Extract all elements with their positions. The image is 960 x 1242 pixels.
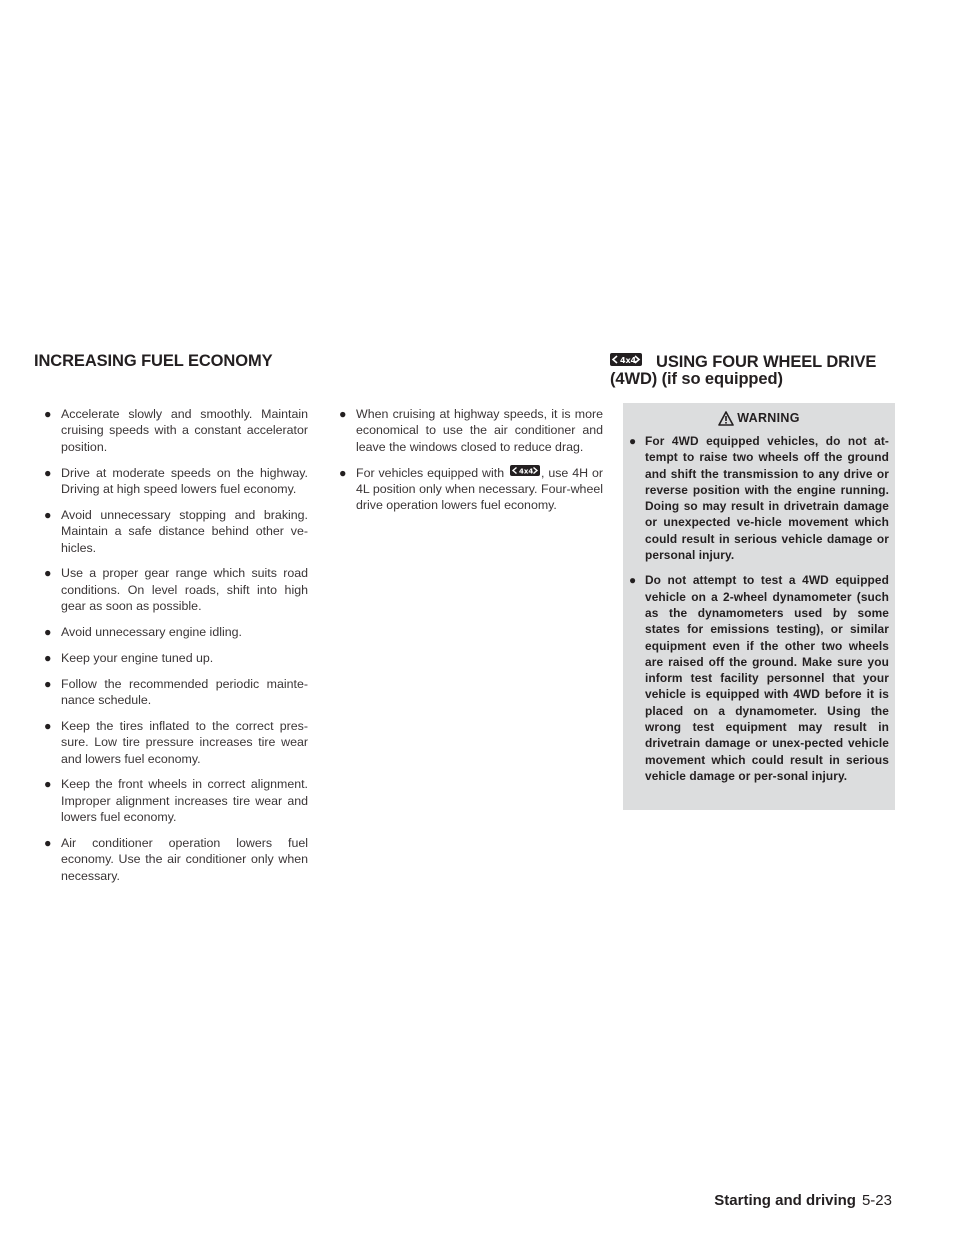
list-item: [44, 565, 308, 614]
warning-title-text: WARNING: [737, 411, 800, 425]
bullet: ●: [44, 650, 52, 665]
list-item: [44, 465, 308, 498]
warning-item: [629, 433, 889, 563]
bullet: ●: [629, 434, 637, 448]
page-number: 5-23: [861, 1192, 892, 1209]
list-item-text-after: , use 4H or 4L position only when necessary. Four-wheel drive operation lowers fuel economy.: [356, 465, 603, 513]
bullet: ●: [44, 676, 52, 691]
list-item-text: Keep the front wheels in correct alignment. Improper alignment increases tire wear and lowers fuel economy.: [61, 777, 308, 825]
footer-section-title: Starting and driving: [714, 1192, 856, 1209]
section-heading-4wd: [610, 353, 900, 388]
warning-box: [623, 403, 895, 810]
svg-text:4x4: 4x4: [620, 356, 636, 365]
list-item-text: Follow the recommended periodic mainte-nance schedule.: [61, 676, 308, 708]
bullet: ●: [44, 718, 52, 733]
list-item: [44, 776, 308, 825]
list-item: [44, 718, 308, 767]
list-item-text: Air conditioner operation lowers fuel economy. Use the air conditioner only when necessary.: [61, 836, 308, 883]
list-item: [44, 676, 308, 709]
list-item: [44, 650, 308, 666]
4x4-icon: [610, 353, 642, 366]
list-item: [44, 507, 308, 556]
bullet: ●: [44, 407, 52, 421]
warning-title: [623, 403, 895, 433]
heading-line-2: (4WD) (if so equipped): [610, 370, 783, 388]
list-item-text: Keep your engine tuned up.: [61, 650, 214, 665]
bullet: ●: [339, 465, 347, 480]
list-item: [44, 624, 308, 640]
fuel-tips-list: [44, 406, 308, 884]
bullet: ●: [629, 573, 637, 588]
bullet: ●: [44, 777, 52, 792]
bullet: ●: [339, 407, 347, 421]
list-item: [44, 835, 308, 884]
fuel-economy-column-2: [339, 406, 603, 523]
svg-text:4x4: 4x4: [519, 467, 534, 476]
list-item-text-before: For vehicles equipped with: [356, 465, 505, 480]
bullet: ●: [44, 566, 52, 581]
list-item-text: Avoid unnecessary engine idling.: [61, 625, 242, 640]
fuel-economy-column-1: [44, 406, 308, 894]
warning-item-text: Do not attempt to test a 4WD equipped vehicle on a 2-wheel dynamometer (such as the dynamometers used by some states for emissions testing), or similar equipment even if the other two wheels are raised off the ground. Make sure you inform test facility personnel that your vehicle is equipped with 4WD before it is placed on a dynamometer. Using the wrong test equipment may result in drivetrain damage or unex-pected vehicle movement which could result in serious vehicle damage or per-sonal injury.: [645, 573, 889, 783]
list-item-text: Avoid unnecessary stopping and braking. Maintain a safe distance behind other ve-hicles.: [61, 507, 308, 555]
heading-line-1: [610, 353, 900, 371]
list-item-text: Keep the tires inflated to the correct pres-sure. Low tire pressure increases tire wear and lowers fuel economy.: [61, 718, 308, 766]
bullet: ●: [44, 507, 52, 522]
section-heading-fuel-economy: INCREASING FUEL ECONOMY: [34, 352, 273, 370]
list-item-text: Use a proper gear range which suits road conditions. On level roads, shift into high gear as soon as possible.: [61, 566, 308, 614]
warning-item: [629, 572, 889, 784]
4x4-icon: [510, 465, 540, 476]
bullet: ●: [44, 625, 52, 640]
list-item: [44, 406, 308, 455]
list-item: [339, 406, 603, 455]
list-item-text: Drive at moderate speeds on the highway. Driving at high speed lowers fuel economy.: [61, 465, 308, 497]
bullet: ●: [44, 465, 52, 480]
fuel-tips-list-continued: [339, 406, 603, 514]
warning-triangle-icon: [718, 411, 734, 426]
bullet: ●: [44, 836, 52, 851]
page-footer: [714, 1192, 892, 1209]
warning-item-text: For 4WD equipped vehicles, do not at-tempt to raise two wheels off the ground and shift the transmission to any drive or reverse position with the engine running. Doing so may result in drivetrain damage or unexpected ve-hicle movement which could result in serious vehicle damage or personal injury.: [645, 434, 889, 563]
warning-list: [623, 433, 895, 784]
list-item-text: Accelerate slowly and smoothly. Maintain cruising speeds with a constant accelerator position.: [61, 407, 308, 454]
list-item: [339, 465, 603, 514]
list-item-text: When cruising at highway speeds, it is more economical to use the air conditioner and leave the windows closed to reduce drag.: [356, 407, 603, 454]
heading-line-1-text: USING FOUR WHEEL DRIVE: [656, 353, 877, 371]
